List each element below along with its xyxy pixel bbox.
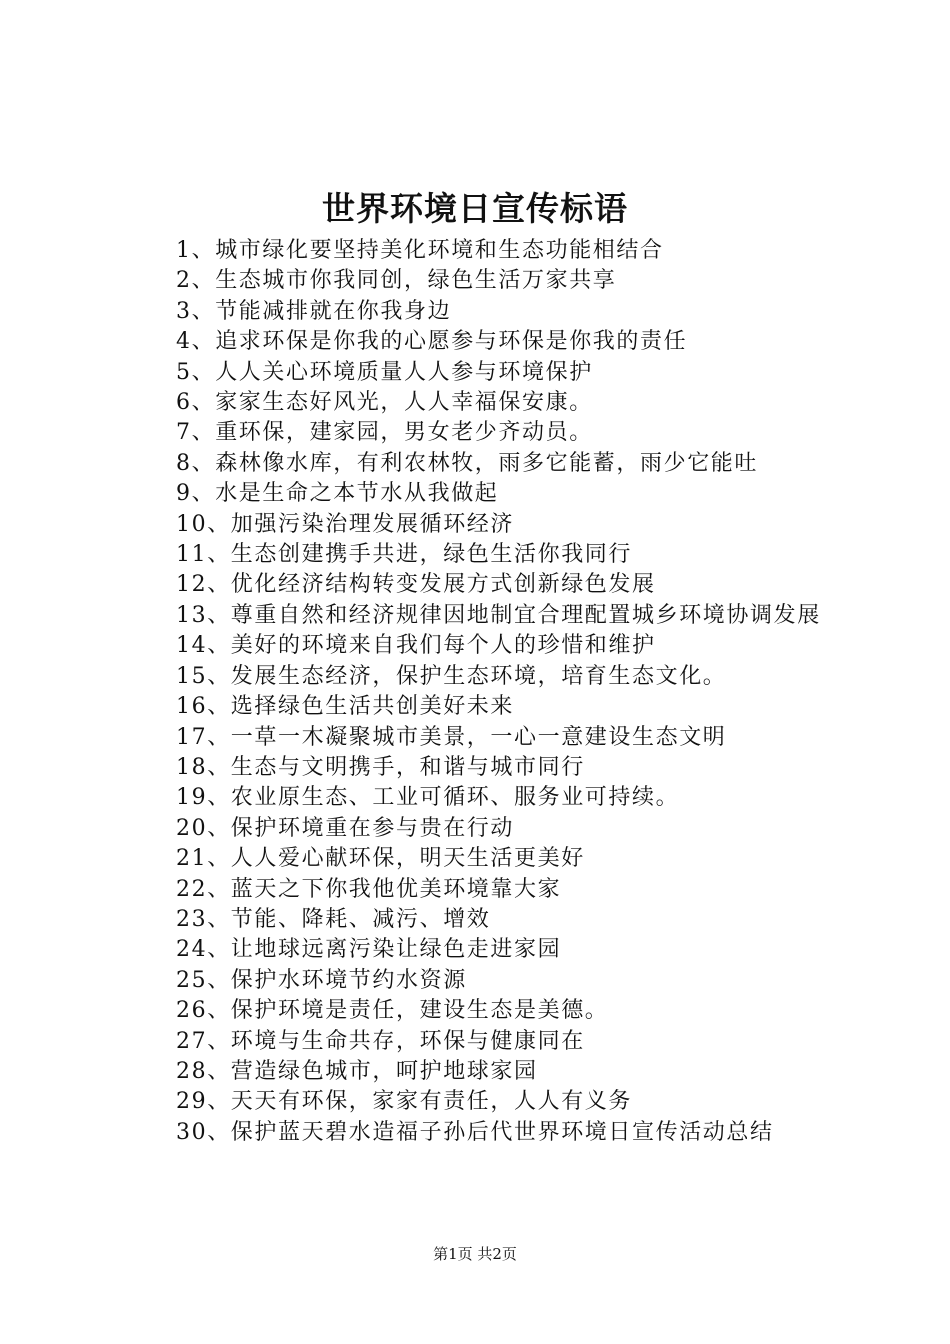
list-item: 23、节能、降耗、减污、增效 bbox=[176, 906, 491, 932]
list-item: 7、重环保，建家园，男女老少齐动员。 bbox=[176, 420, 593, 446]
list-item: 8、森林像水库，有利农林牧，雨多它能蓄，雨少它能吐 bbox=[176, 450, 758, 476]
list-item: 1、城市绿化要坚持美化环境和生态功能相结合 bbox=[176, 238, 664, 263]
list-item: 26、保护环境是责任，建设生态是美德。 bbox=[176, 998, 609, 1024]
list-item: 18、生态与文明携手，和谐与城市同行 bbox=[176, 754, 585, 780]
list-item: 29、天天有环保，家家有责任，人人有义务 bbox=[176, 1089, 632, 1115]
list-item: 28、营造绿色城市，呵护地球家园 bbox=[176, 1058, 538, 1084]
list-item: 4、追求环保是你我的心愿参与环保是你我的责任 bbox=[176, 329, 688, 355]
list-item: 10、加强污染治理发展循环经济 bbox=[176, 511, 514, 537]
list-item: 11、生态创建携手共进，绿色生活你我同行 bbox=[176, 542, 632, 568]
list-item: 9、水是生命之本节水从我做起 bbox=[176, 481, 499, 507]
list-item: 16、选择绿色生活共创美好未来 bbox=[176, 694, 514, 720]
list-item: 19、农业原生态、工业可循环、服务业可持续。 bbox=[176, 785, 680, 811]
list-item: 27、环境与生命共存，环保与健康同在 bbox=[176, 1028, 585, 1054]
list-item: 2、生态城市你我同创，绿色生活万家共享 bbox=[176, 268, 617, 294]
page-footer: 第1页 共2页 bbox=[433, 1245, 517, 1263]
list-item: 13、尊重自然和经济规律因地制宜合理配置城乡环境协调发展 bbox=[176, 602, 821, 628]
slogan-list bbox=[130, 236, 835, 1148]
list-item: 6、家家生态好风光，人人幸福保安康。 bbox=[176, 390, 593, 416]
page-title: 世界环境日宣传标语 bbox=[322, 189, 628, 228]
list-item: 24、让地球远离污染让绿色走进家园 bbox=[176, 937, 562, 963]
list-item: 3、节能减排就在你我身边 bbox=[176, 298, 452, 324]
list-item: 5、人人关心环境质量人人参与环境保护 bbox=[176, 359, 593, 385]
list-item: 20、保护环境重在参与贵在行动 bbox=[176, 815, 514, 841]
list-item: 12、优化经济结构转变发展方式创新绿色发展 bbox=[176, 572, 656, 598]
list-item: 14、美好的环境来自我们每个人的珍惜和维护 bbox=[176, 633, 656, 659]
list-item: 15、发展生态经济，保护生态环境，培育生态文化。 bbox=[176, 663, 727, 689]
list-item: 21、人人爱心献环保，明天生活更美好 bbox=[176, 846, 585, 872]
list-item: 22、蓝天之下你我他优美环境靠大家 bbox=[176, 876, 562, 902]
list-item: 17、一草一木凝聚城市美景，一心一意建设生态文明 bbox=[176, 724, 727, 750]
list-item: 30、保护蓝天碧水造福子孙后代世界环境日宣传活动总结 bbox=[176, 1119, 774, 1145]
list-item: 25、保护水环境节约水资源 bbox=[176, 967, 467, 993]
